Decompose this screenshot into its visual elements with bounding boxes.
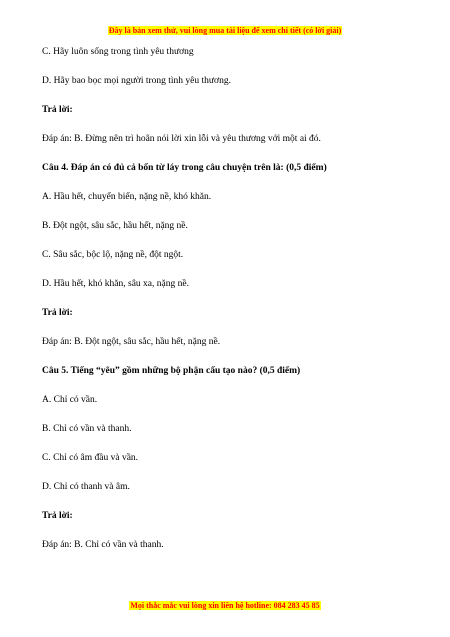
hotline-text: Mọi thắc mắc vui lòng xin liên hệ hotline: 084 283 45 85	[130, 601, 320, 610]
answer-heading: Trả lời:	[42, 105, 73, 115]
preview-notice-banner	[0, 26, 450, 36]
answer-heading: Trả lời:	[42, 308, 73, 318]
answer-option: A. Chỉ có vần.	[42, 395, 98, 405]
preview-notice-text: Đây là bản xem thử, vui lòng mua tài liệu để xem chi tiết (có lời giải)	[108, 26, 342, 35]
answer-option: D. Hãy bao bọc mọi người trong tình yêu thương.	[42, 76, 231, 86]
question-heading: Câu 5. Tiếng “yêu” gồm những bộ phận cấu tạo nào? (0,5 điểm)	[42, 366, 301, 376]
answer-text: Đáp án: B. Đột ngột, sâu sắc, hầu hết, nặng nề.	[42, 337, 221, 347]
answer-option: D. Chỉ có thanh và âm.	[42, 482, 130, 492]
answer-text: Đáp án: B. Đừng nên trì hoãn nói lời xin lỗi và yêu thương với một ai đó.	[42, 134, 321, 144]
answer-option: D. Hầu hết, khó khăn, sâu xa, nặng nề.	[42, 279, 189, 289]
hotline-banner	[0, 601, 450, 611]
answer-heading: Trả lời:	[42, 511, 73, 521]
answer-option: C. Chỉ có âm đầu và vần.	[42, 453, 139, 463]
answer-text: Đáp án: B. Chỉ có vần và thanh.	[42, 540, 164, 550]
answer-option: C. Sâu sắc, bộc lộ, nặng nề, đột ngột.	[42, 250, 184, 260]
answer-option: A. Hầu hết, chuyển biến, nặng nề, khó khăn.	[42, 192, 212, 202]
answer-option: B. Đột ngột, sâu sắc, hầu hết, nặng nề.	[42, 221, 188, 231]
question-heading: Câu 4. Đáp án có đủ cả bốn từ láy trong câu chuyện trên là: (0,5 điểm)	[42, 163, 327, 173]
answer-option: B. Chỉ có vần và thanh.	[42, 424, 132, 434]
answer-option: C. Hãy luôn sống trong tình yêu thương	[42, 47, 194, 57]
